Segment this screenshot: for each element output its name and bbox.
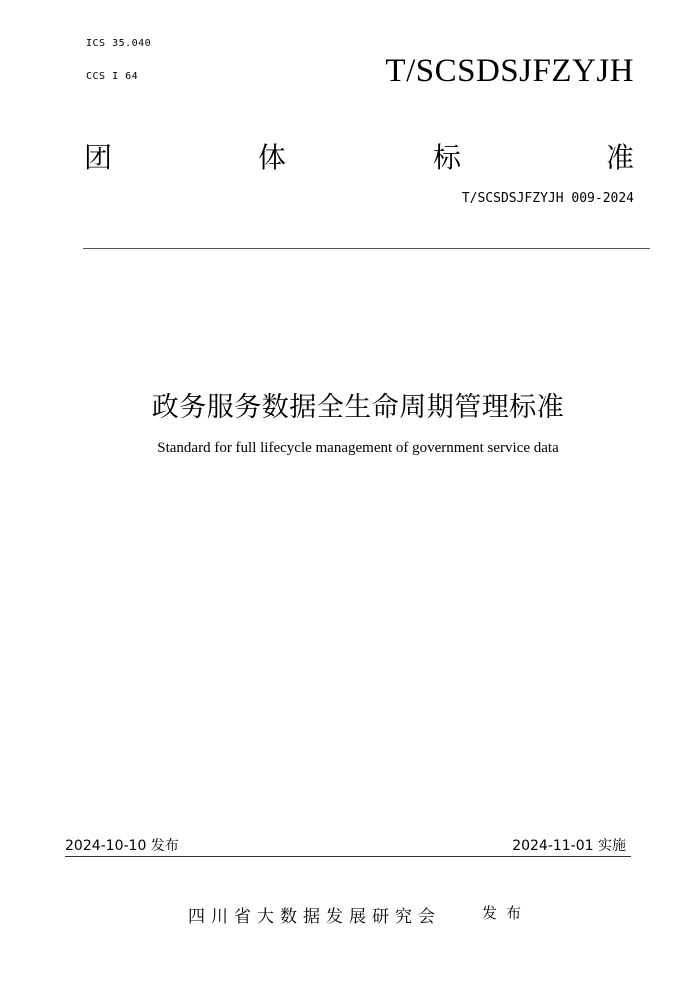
organization-standard-code: T/SCSDSJFZYJH (385, 53, 634, 89)
publisher-name: 四川省大数据发展研究会 (188, 907, 441, 927)
ccs-code: CCS I 64 (86, 71, 139, 82)
header-divider (83, 248, 650, 249)
publish-label: 发布 (482, 904, 531, 922)
standard-kind-char-2: 体 (258, 141, 287, 174)
issue-date: 2024-10-10 发布 (65, 838, 179, 854)
standard-kind-char-1: 团 (84, 141, 113, 174)
implementation-date: 2024-11-01 实施 (512, 838, 626, 854)
ics-code: ICS 35.040 (86, 38, 152, 49)
document-title-chinese: 政务服务数据全生命周期管理标准 (151, 392, 565, 423)
standard-kind-char-4: 准 (606, 141, 635, 174)
standard-kind-char-3: 标 (433, 141, 462, 174)
document-title-english: Standard for full lifecycle management of government service data (157, 440, 559, 456)
footer-divider (65, 856, 631, 857)
standard-number: T/SCSDSJFZYJH 009-2024 (461, 191, 634, 206)
